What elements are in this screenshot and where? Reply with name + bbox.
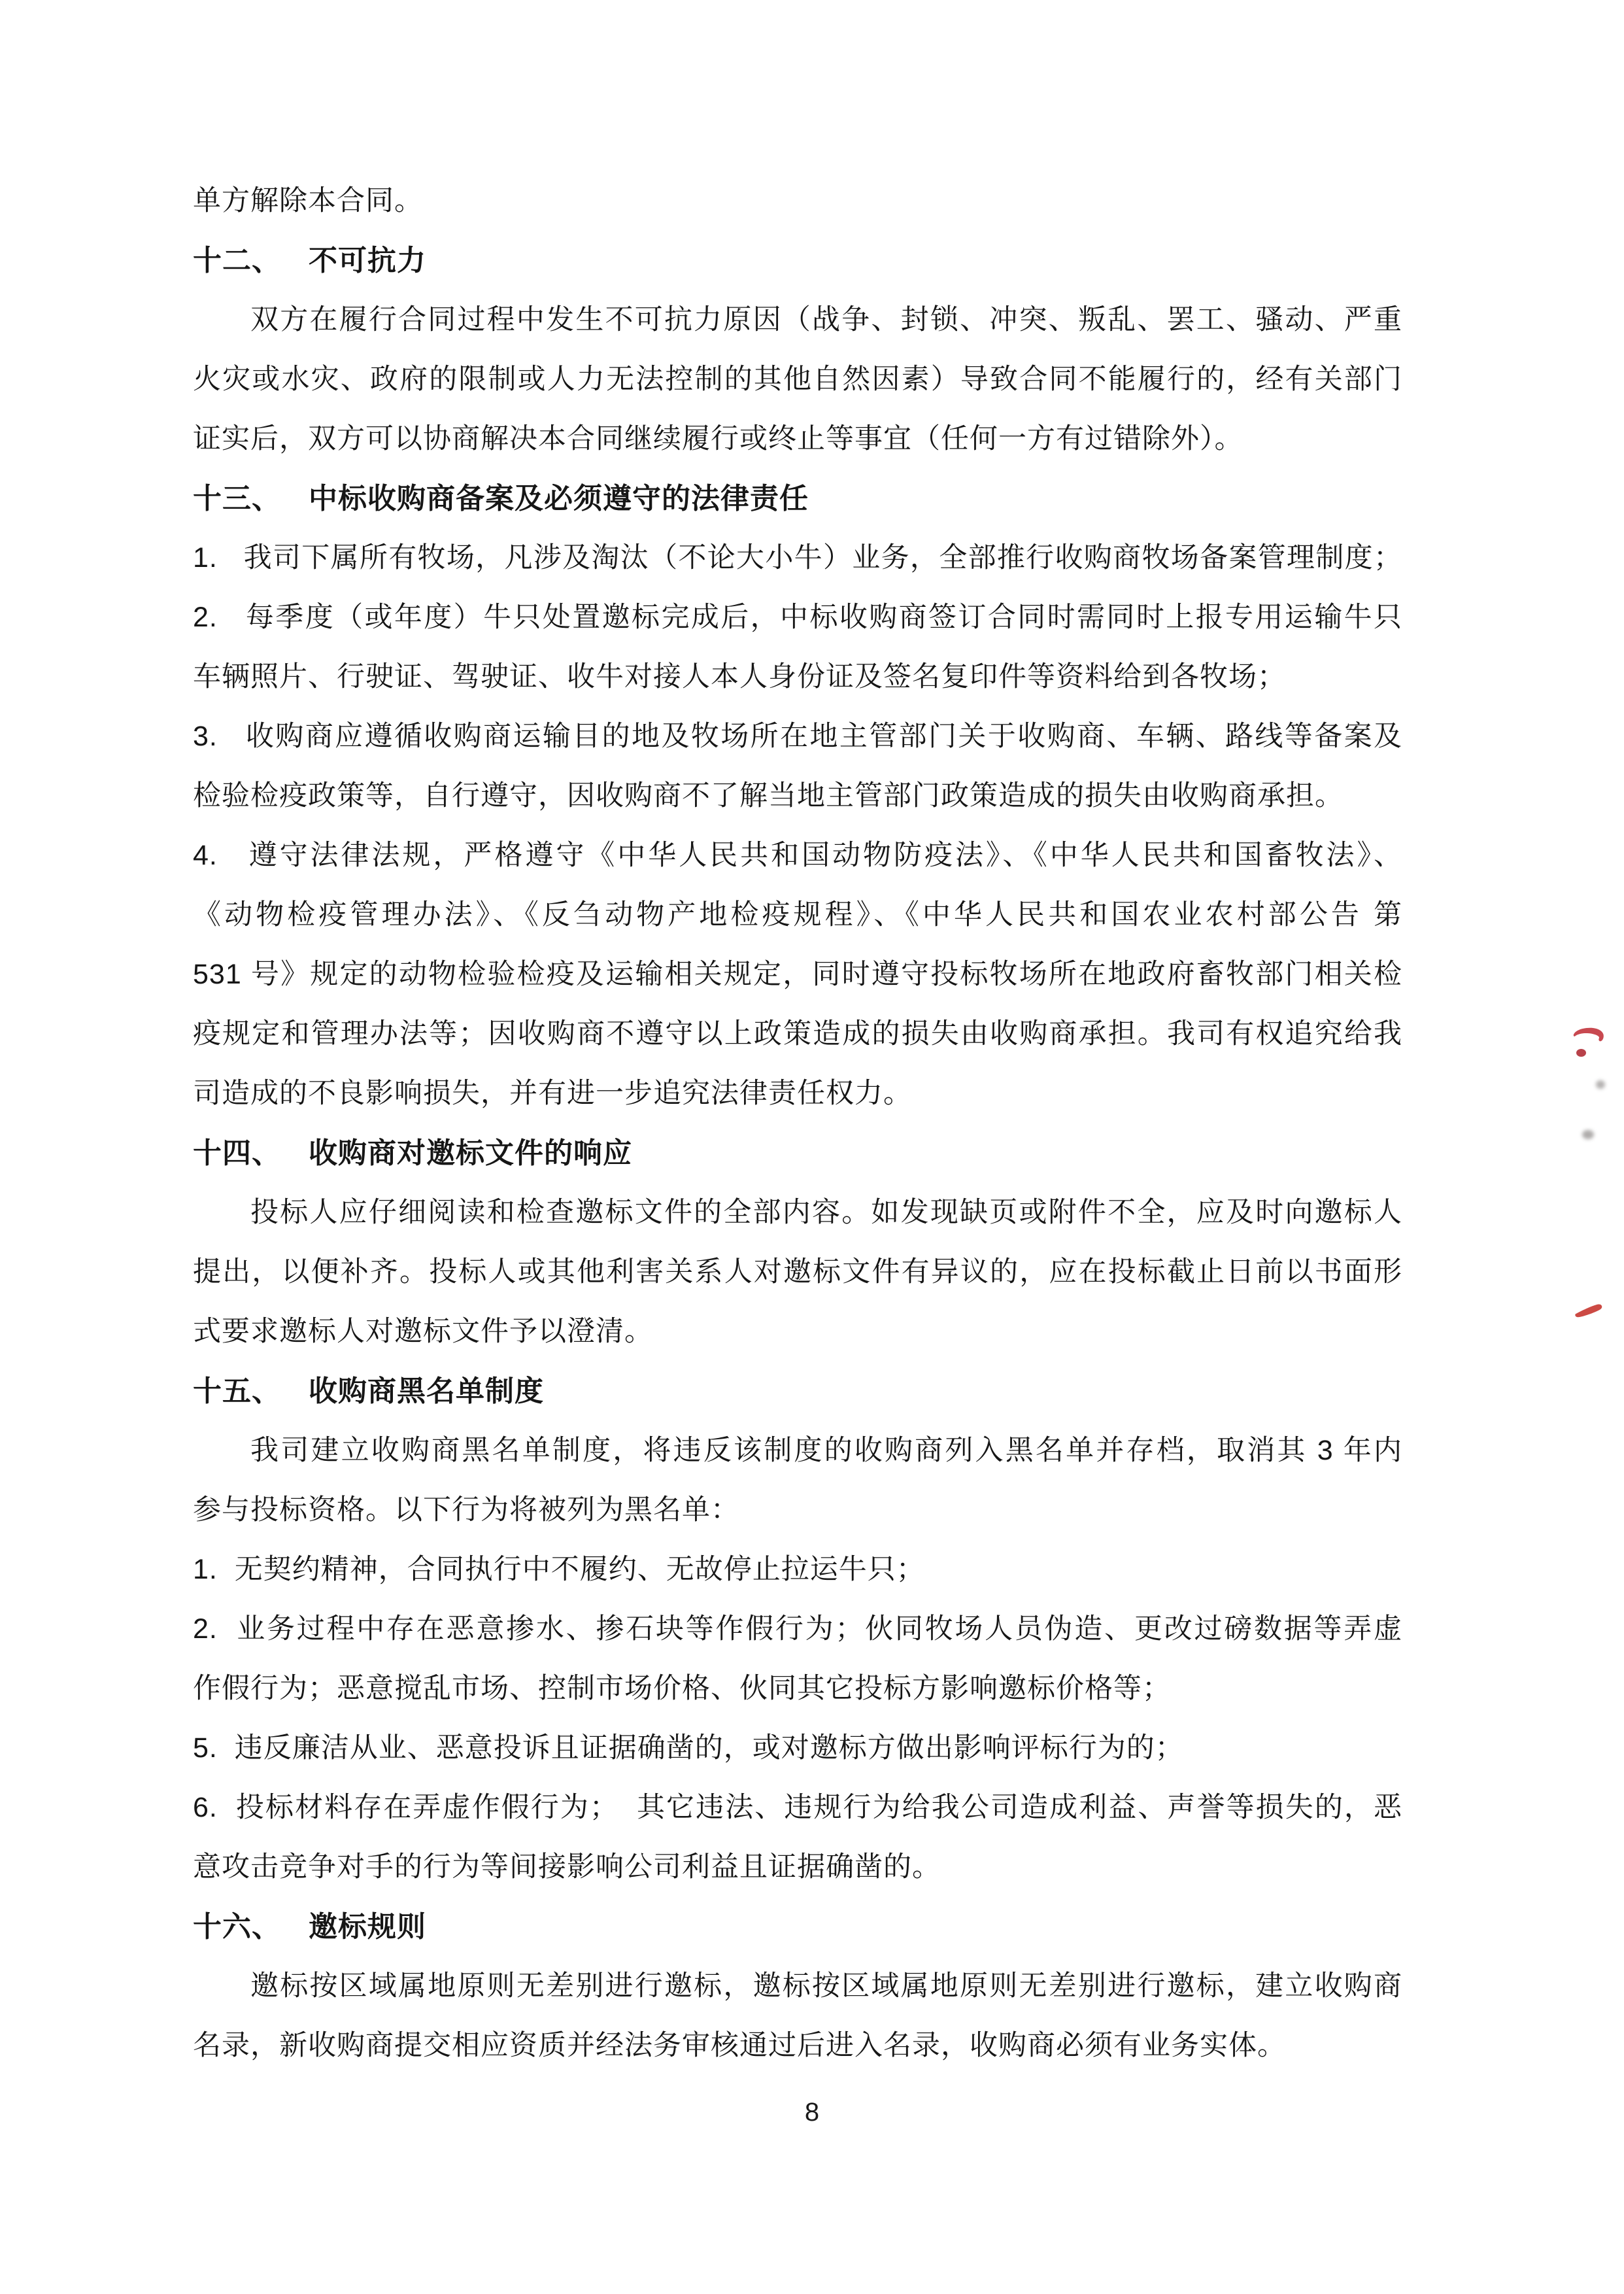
section-number: 十四、 <box>193 1137 281 1169</box>
text-line: 疫规定和管理办法等；因收购商不遵守以上政策造成的损失由收购商承担。我司有权追究给我 <box>193 1018 1402 1050</box>
section-heading <box>193 231 1402 290</box>
text-line: 2. 每季度（或年度）牛只处置邀标完成后，中标收购商签订合同时需同时上报专用运输牛只 <box>193 602 1402 633</box>
text-line: 式要求邀标人对邀标文件予以澄清。 <box>193 1316 653 1347</box>
section-number: 十五、 <box>193 1375 281 1407</box>
red-ink-stroke-bottom <box>1574 1302 1603 1318</box>
section-title: 中标收购商备案及必须遵守的法律责任 <box>309 483 809 515</box>
text-line: 1. 无契约精神，合同执行中不履约、无故停止拉运牛只； <box>193 1554 925 1585</box>
section-heading <box>193 1361 1402 1421</box>
section-heading <box>193 1123 1402 1183</box>
text-line: 参与投标资格。以下行为将被列为黑名单： <box>193 1494 739 1526</box>
section-heading <box>193 469 1402 528</box>
section-title: 不可抗力 <box>309 245 426 277</box>
text-line: 双方在履行合同过程中发生不可抗力原因（战争、封锁、冲突、叛乱、罢工、骚动、严重 <box>250 304 1402 335</box>
text-line: 作假行为；恶意搅乱市场、控制市场价格、伙同其它投标方影响邀标价格等； <box>193 1673 1171 1704</box>
text-line: 4. 遵守法律法规，严格遵守《中华人民共和国动物防疫法》、《中华人民共和国畜牧法》、 <box>193 840 1402 871</box>
section-title: 邀标规则 <box>309 1911 426 1943</box>
section-title: 收购商黑名单制度 <box>309 1375 544 1407</box>
section-title: 收购商对邀标文件的响应 <box>309 1137 632 1169</box>
page-number: 8 <box>804 2098 820 2127</box>
section-number: 十三、 <box>193 483 281 515</box>
section-number: 十二、 <box>193 245 281 277</box>
red-ink-dot <box>1576 1049 1586 1057</box>
section-heading <box>193 1897 1402 1957</box>
text-line: 火灾或水灾、政府的限制或人力无法控制的其他自然因素）导致合同不能履行的，经有关部门 <box>193 364 1402 395</box>
text-line: 1. 我司下属所有牧场，凡涉及淘汰（不论大小牛）业务，全部推行收购商牧场备案管理制度； <box>193 542 1402 574</box>
pen-smudge-1 <box>1596 1080 1605 1089</box>
text-line: 提出，以便补齐。投标人或其他利害关系人对邀标文件有异议的，应在投标截止日前以书面形 <box>193 1256 1402 1288</box>
text-line: 投标人应仔细阅读和检查邀标文件的全部内容。如发现缺页或附件不全，应及时向邀标人 <box>250 1197 1402 1228</box>
text-line: 意攻击竞争对手的行为等间接影响公司利益且证据确凿的。 <box>193 1851 941 1883</box>
text-line: 3. 收购商应遵循收购商运输目的地及牧场所在地主管部门关于收购商、车辆、路线等备案及 <box>193 721 1402 752</box>
text-line: 531 号》规定的动物检验检疫及运输相关规定，同时遵守投标牧场所在地政府畜牧部门相关检 <box>193 959 1402 990</box>
text-line: 我司建立收购商黑名单制度，将违反该制度的收购商列入黑名单并存档，取消其 3 年内 <box>250 1435 1402 1466</box>
text-line: 《动物检疫管理办法》、《反刍动物产地检疫规程》、《中华人民共和国农业农村部公告 第 <box>193 899 1402 931</box>
text-line: 邀标按区域属地原则无差别进行邀标，邀标按区域属地原则无差别进行邀标，建立收购商 <box>250 1970 1402 2002</box>
text-line: 6. 投标材料存在弄虚作假行为； 其它违法、违规行为给我公司造成利益、声誉等损失的，恶 <box>193 1792 1402 1823</box>
text-line: 司造成的不良影响损失，并有进一步追究法律责任权力。 <box>193 1078 912 1109</box>
text-line: 单方解除本合同。 <box>193 185 423 216</box>
text-line: 车辆照片、行驶证、驾驶证、收牛对接人本人身份证及签名复印件等资料给到各牧场； <box>193 661 1286 693</box>
text-line: 2. 业务过程中存在恶意掺水、掺石块等作假行为；伙同牧场人员伪造、更改过磅数据等弄虚 <box>193 1613 1402 1645</box>
document-body <box>193 171 1402 2076</box>
text-line: 名录，新收购商提交相应资质并经法务审核通过后进入名录，收购商必须有业务实体。 <box>193 2030 1286 2061</box>
pen-smudge-2 <box>1582 1130 1594 1139</box>
text-line: 证实后，双方可以协商解决本合同继续履行或终止等事宜（任何一方有过错除外）。 <box>193 423 1243 454</box>
text-line: 检验检疫政策等，自行遵守，因收购商不了解当地主管部门政策造成的损失由收购商承担。 <box>193 780 1344 812</box>
section-number: 十六、 <box>193 1911 281 1943</box>
red-ink-stroke-top <box>1573 1025 1604 1044</box>
text-line: 5. 违反廉洁从业、恶意投诉且证据确凿的，或对邀标方做出影响评标行为的； <box>193 1732 1184 1764</box>
